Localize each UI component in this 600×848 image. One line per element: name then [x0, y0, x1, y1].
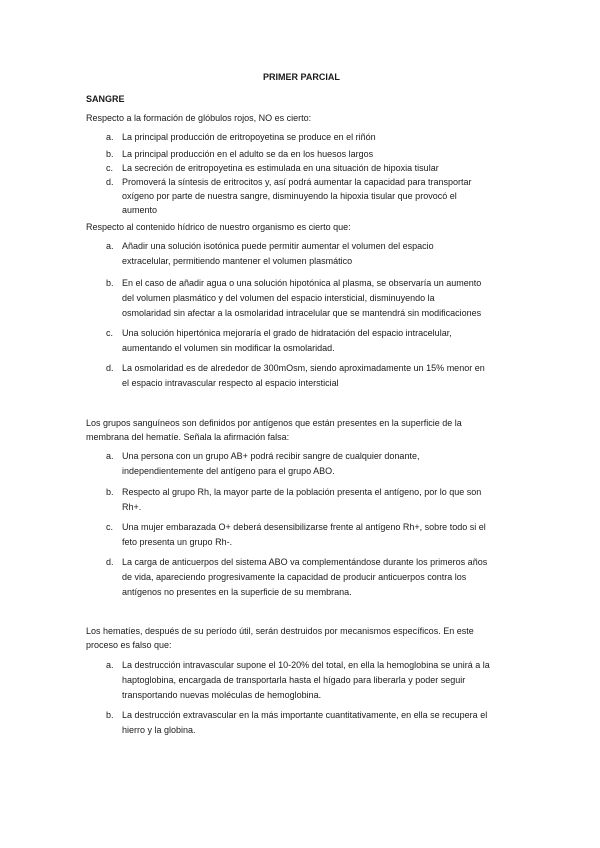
option-text: La principal producción en el adulto se da en los huesos largos — [122, 149, 374, 159]
option-text: Una mujer embarazada O+ deberá desensibilizarse frente al antígeno Rh+, sobre todo si el — [122, 522, 486, 532]
option-text: hierro y la globina. — [122, 725, 196, 735]
option-letter: a. — [106, 660, 114, 670]
option-text: Rh+. — [122, 502, 142, 512]
option-text: de vida, apareciendo progresivamente la capacidad de producir anticuerpos contra los — [122, 572, 467, 582]
option-letter: c. — [106, 522, 114, 532]
option-text: independientemente del antígeno para el grupo ABO. — [122, 466, 335, 476]
option-text: Añadir una solución isotónica puede permitir aumentar el volumen del espacio — [122, 241, 434, 251]
question-prompt: Los grupos sanguíneos son definidos por antígenos que están presentes en la superficie de la — [86, 418, 462, 428]
option-letter: b. — [106, 710, 114, 720]
option-letter: a. — [106, 451, 114, 461]
option-text: aumento — [122, 205, 158, 215]
option-letter: a. — [106, 241, 114, 251]
option-text: La destrucción intravascular supone el 10-20% del total, en ella la hemoglobina se unirá a la — [122, 660, 490, 670]
document-title: PRIMER PARCIAL — [263, 72, 340, 82]
option-letter: b. — [106, 278, 114, 288]
option-text: antígenos no presentes en la superficie de su membrana. — [122, 587, 352, 597]
option-letter: b. — [106, 149, 114, 159]
option-text: osmolaridad sin afectar a la osmolaridad intracelular que se mantendrá sin modificaciones — [122, 308, 482, 318]
option-text: el espacio intravascular respecto al espacio intersticial — [122, 378, 339, 388]
option-text: extracelular, permitiendo mantener el volumen plasmático — [122, 256, 353, 266]
option-letter: d. — [106, 177, 114, 187]
option-text: Una solución hipertónica mejoraría el grado de hidratación del espacio intracelular, — [122, 328, 452, 338]
option-text: Una persona con un grupo AB+ podrá recibir sangre de cualquier donante, — [122, 451, 420, 461]
option-letter: a. — [106, 132, 114, 142]
option-text: Promoverá la síntesis de eritrocitos y, así podrá aumentar la capacidad para transportar — [122, 177, 472, 187]
option-text: haptoglobina, encargada de transportarla hasta el hígado para liberarla y poder seguir — [122, 675, 466, 685]
option-letter: d. — [106, 557, 114, 567]
option-letter: d. — [106, 363, 114, 373]
option-text: transportando nuevas moléculas de hemoglobina. — [122, 690, 322, 700]
question-prompt: proceso es falso que: — [86, 640, 172, 650]
option-text: En el caso de añadir agua o una solución hipotónica al plasma, se observaría un aumento — [122, 278, 482, 288]
option-text: La secreción de eritropoyetina es estimulada en una situación de hipoxia tisular — [122, 163, 439, 173]
question-prompt: Respecto a la formación de glóbulos rojos, NO es cierto: — [86, 113, 312, 123]
option-text: aumentando el volumen sin modificar la osmolaridad. — [122, 343, 335, 353]
question-prompt: Respecto al contenido hídrico de nuestro organismo es cierto que: — [86, 222, 351, 232]
option-text: La destrucción extravascular en la más importante cuantitativamente, en ella se recupera el — [122, 710, 488, 720]
option-text: del volumen plasmático y del volumen del espacio intersticial, disminuyendo la — [122, 293, 435, 303]
question-prompt: Los hematíes, después de su período útil, serán destruidos por mecanismos específicos. En este — [86, 626, 474, 636]
option-text: Respecto al grupo Rh, la mayor parte de la población presenta el antígeno, por lo que son — [122, 487, 482, 497]
option-text: feto presenta un grupo Rh-. — [122, 537, 233, 547]
option-text: oxígeno por parte de nuestra sangre, disminuyendo la hipoxia tisular que provocó el — [122, 191, 457, 201]
option-text: La osmolaridad es de alrededor de 300mOsm, siendo aproximadamente un 15% menor en — [122, 363, 485, 373]
option-text: La principal producción de eritropoyetina se produce en el riñón — [122, 132, 376, 142]
option-text: La carga de anticuerpos del sistema ABO va complementándose durante los primeros años — [122, 557, 488, 567]
option-letter: c. — [106, 163, 114, 173]
option-letter: c. — [106, 328, 114, 338]
question-prompt: membrana del hematíe. Señala la afirmación falsa: — [86, 432, 290, 442]
section-heading: SANGRE — [86, 94, 125, 104]
option-letter: b. — [106, 487, 114, 497]
